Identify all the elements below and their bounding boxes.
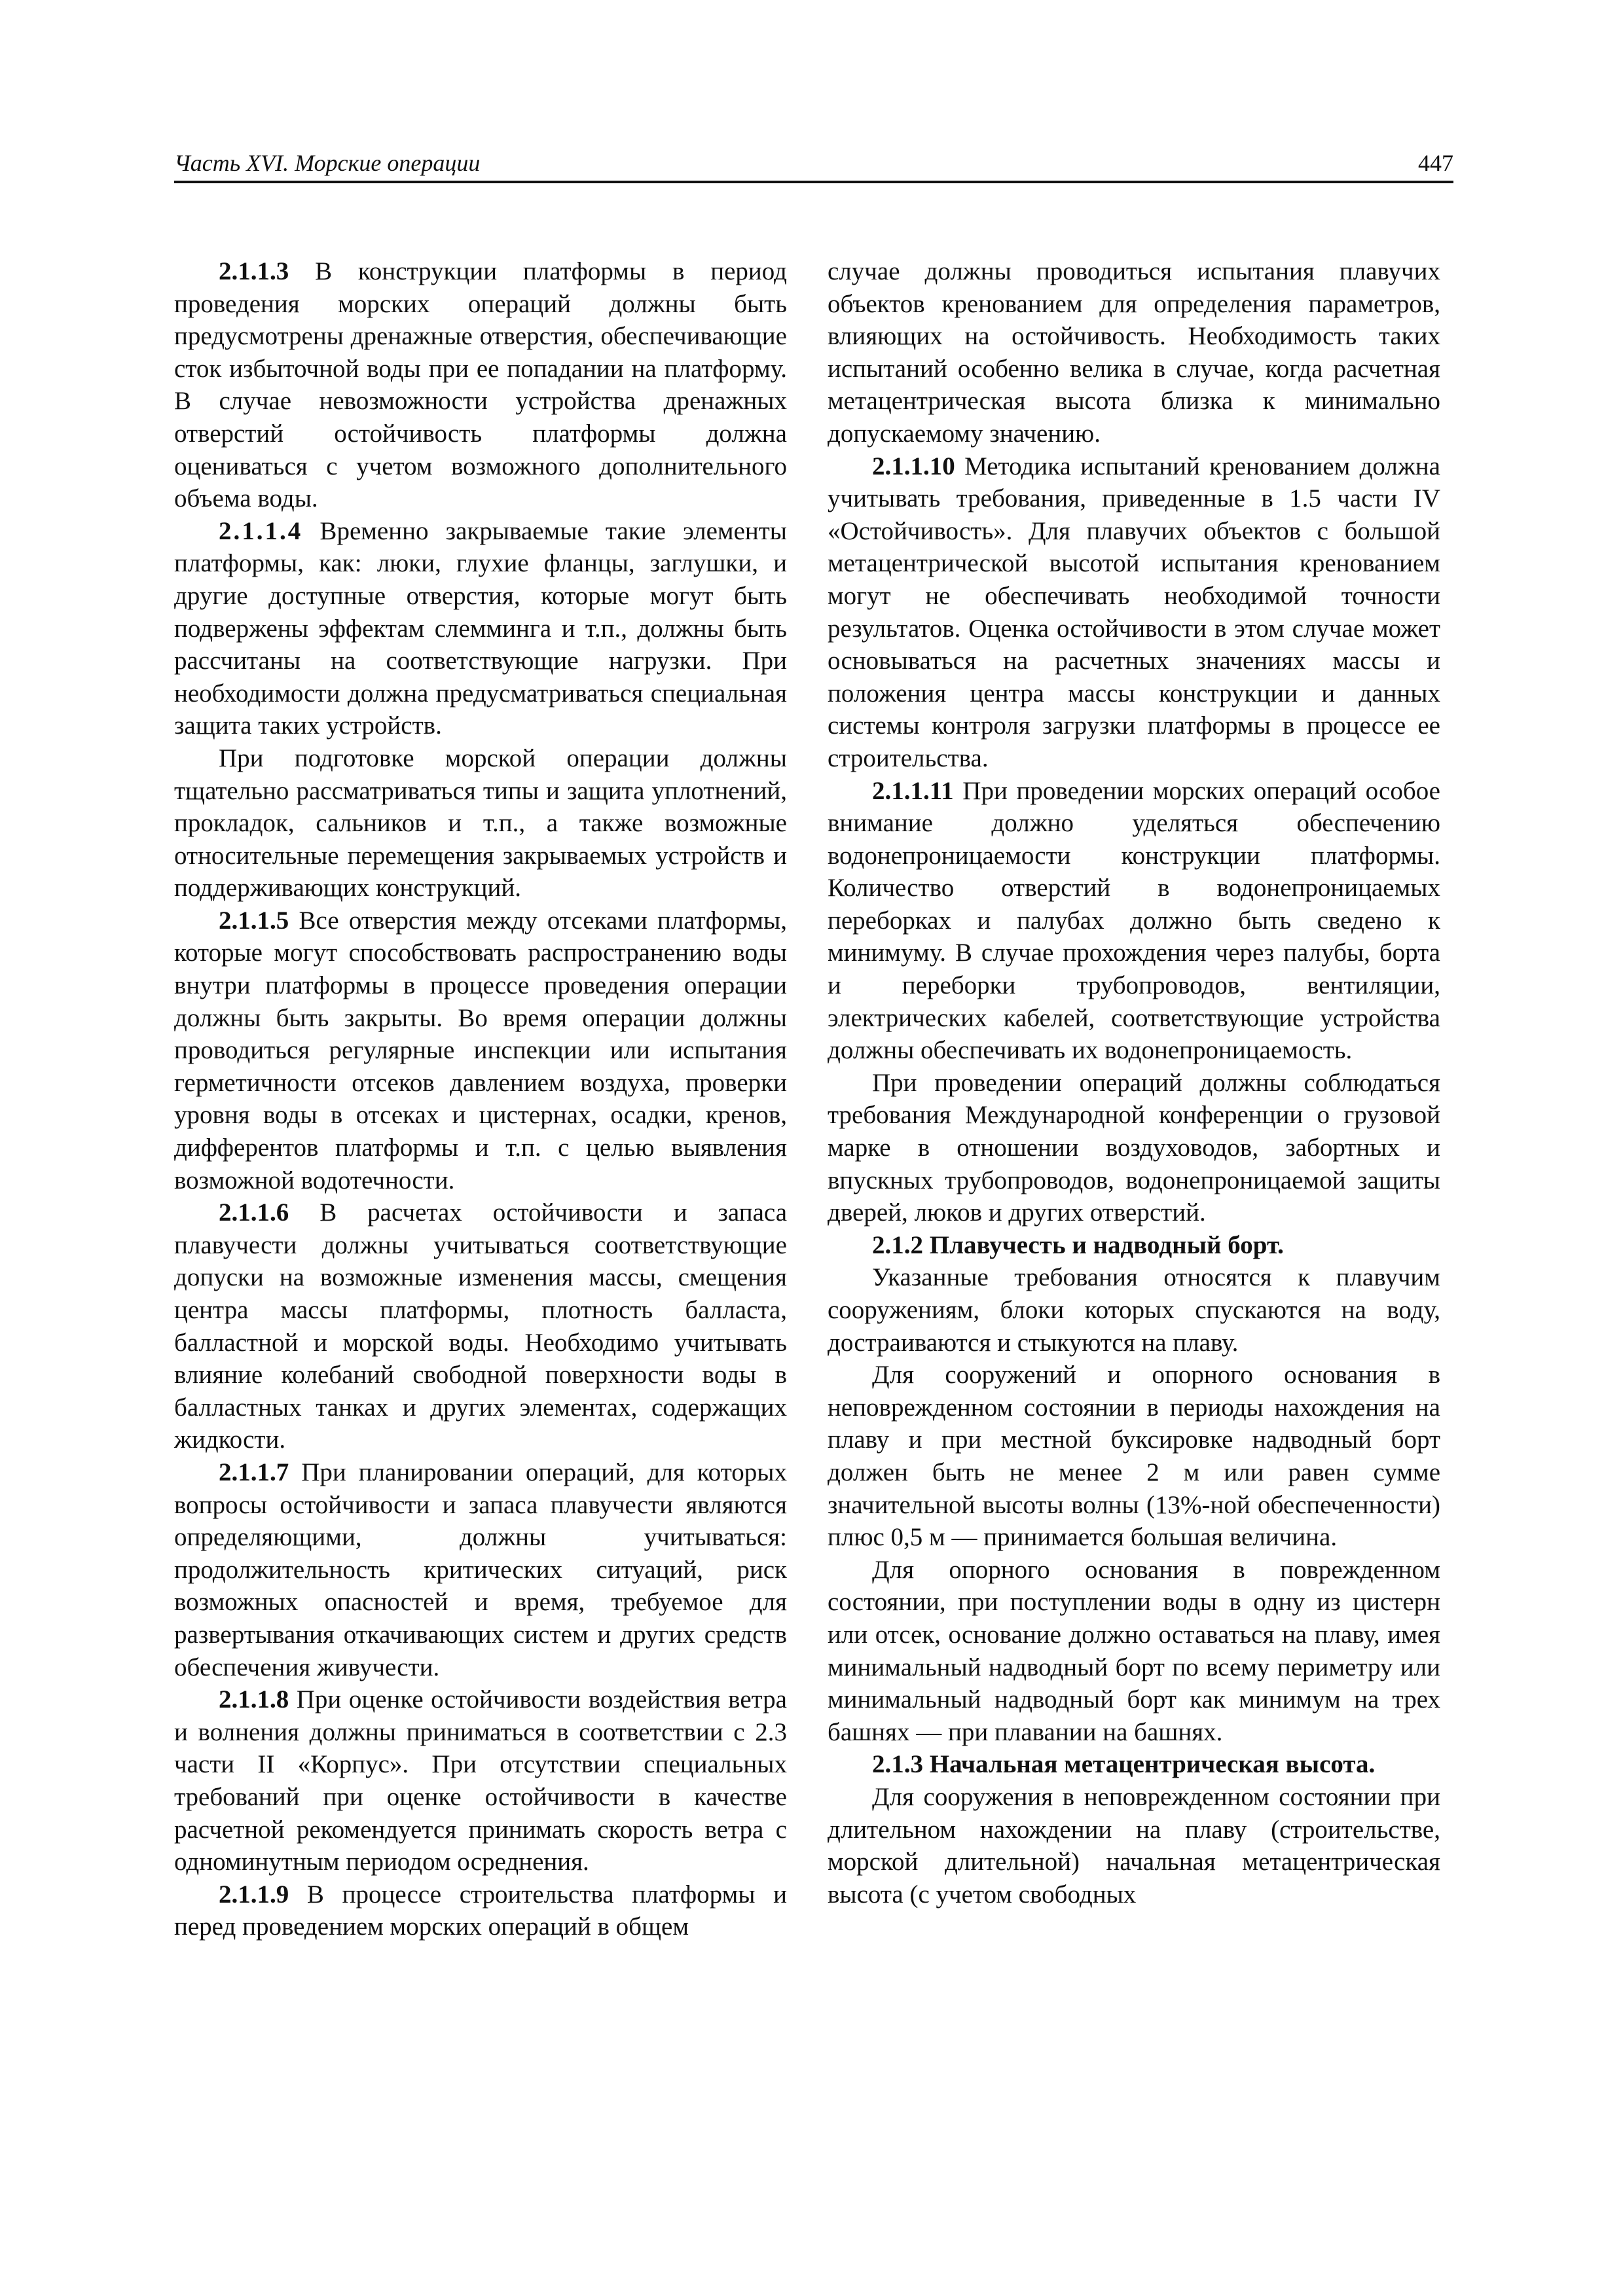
- section-heading-text: 2.1.3 Начальная метацентрическая высота.: [872, 1750, 1376, 1779]
- paragraph-text: При планировании операций, для которых вопросы остойчивости и запаса плавучести являются определяющими, должны учитываться: продолжительность критических ситуаций, риск возможных опасностей и время, требуемое для развертывания откачивающих систем и других средств обеспечения живучести.: [174, 1458, 787, 1681]
- paragraph: [828, 775, 1440, 1067]
- paragraph: [174, 1878, 787, 1943]
- paragraph: [828, 1261, 1440, 1359]
- paragraph: [828, 1554, 1440, 1749]
- paragraph-text: При проведении операций должны соблюдаться требования Международной конференции о грузовой марке в отношении воздуховодов, забортных и впускных трубопроводов, водонепроницаемой защиты дверей, люков и других отверстий.: [828, 1068, 1440, 1227]
- paragraph-text: При оценке остойчивости воздействия ветра и волнения должны приниматься в соответствии с 2.3 части II «Корпус». При отсутствии специальных требований при оценке остойчивости в качестве расчетной рекомендуется принимать скорость ветра с одноминутным периодом осреднения.: [174, 1685, 787, 1876]
- paragraph-text: Методика испытаний кренованием должна учитывать требования, приведенные в 1.5 части IV «Остойчивость». Для плавучих объектов с большой метацентрической высотой испытания кренованием могут не обеспечивать необходимой точности результатов. Оценка остойчивости в этом случае может основываться на расчетных значениях массы и положения центра массы конструкции и данных системы контроля загрузки платформы в процессе ее строительства.: [828, 452, 1440, 772]
- left-column: [174, 255, 787, 1943]
- paragraph: [174, 1683, 787, 1878]
- page-header: [174, 144, 1453, 183]
- paragraph-text: Все отверстия между отсеками платформы, которые могут способствовать распространению воды внутри платформы в процессе проведения операции должны быть закрыты. Во время операции должны проводиться регулярные инспекции или испытания герметичности отсеков давлением воздуха, проверки уровня воды в отсеках и цистернах, осадки, кренов, дифферентов платформы и т.п. с целью выявления возможной водотечности.: [174, 906, 787, 1194]
- clause-number: 2.1.1.8: [219, 1685, 289, 1714]
- section-heading-text: 2.1.2 Плавучесть и надводный борт.: [872, 1230, 1284, 1259]
- paragraph: [174, 1456, 787, 1683]
- section-heading: [828, 1748, 1440, 1781]
- paragraph-text: Указанные требования относятся к плавучим сооружениям, блоки которых спускаются на воду, достраиваются и стыкуются на плаву.: [828, 1263, 1440, 1357]
- paragraph-text: Для сооружений и опорного основания в неповрежденном состоянии в периоды нахождения на плаву и при местной буксировке надводный борт должен быть не менее 2 м или равен сумме значительной высоты волны (13%-ной обеспеченности) плюс 0,5 м — принимается большая величина.: [828, 1361, 1440, 1552]
- paragraph-text: При проведении морских операций особое внимание должно уделяться обеспечению водонепроницаемости конструкции платформы. Количество отверстий в водонепроницаемых переборках и палубах должно быть сведено к минимуму. В случае прохождения через палубы, борта и переборки трубопроводов, вентиляции, электрических кабелей, соответствующие устройства должны обеспечивать их водонепроницаемость.: [828, 776, 1440, 1065]
- right-column: [828, 255, 1440, 1910]
- paragraph-text: В конструкции платформы в период проведения морских операций должны быть предусмотрены дренажные отверстия, обеспечивающие сток избыточной воды при ее попадании на платформу. В случае невозможности устройства дренажных отверстий остойчивость платформы должна оцениваться с учетом возможного дополнительного объема воды.: [174, 257, 787, 513]
- clause-number: 2.1.1.5: [219, 906, 289, 935]
- paragraph-text: В процессе строительства платформы и перед проведением морских операций в общем: [174, 1880, 787, 1941]
- paragraph: [174, 255, 787, 515]
- paragraph: [828, 1781, 1440, 1910]
- paragraph: [828, 1067, 1440, 1229]
- paragraph: [174, 742, 787, 905]
- paragraph-text: В расчетах остойчивости и запаса плавучести должны учитываться соответствующие допуски на возможные изменения массы, смещения центра массы платформы, плотность балласта, балластной и морской воды. Необходимо учитывать влияние колебаний свободной поверхности воды в балластных танках и других элементах, содержащих жидкости.: [174, 1198, 787, 1454]
- running-title: Часть XVI. Морские операции: [174, 150, 481, 176]
- page-number: 447: [1418, 150, 1453, 176]
- clause-number: 2.1.1.7: [219, 1458, 289, 1486]
- paragraph-text: При подготовке морской операции должны тщательно рассматриваться типы и защита уплотнений, прокладок, сальников и т.п., а также возможные относительные перемещения закрываемых устройств и поддерживающих конструкций.: [174, 744, 787, 903]
- clause-number: 2.1.1.6: [219, 1198, 289, 1227]
- clause-number: 2.1.1.4: [219, 516, 303, 545]
- paragraph-text: Для сооружения в неповрежденном состоянии при длительном нахождении на плаву (строительстве, морской длительной) начальная метацентрическая высота (с учетом свободных: [828, 1782, 1440, 1909]
- paragraph: [828, 255, 1440, 450]
- paragraph: [828, 1359, 1440, 1554]
- clause-number: 2.1.1.3: [219, 257, 289, 285]
- paragraph: [174, 1196, 787, 1456]
- paragraph-text: случае должны проводиться испытания плавучих объектов кренованием для определения параметров, влияющих на остойчивость. Необходимость таких испытаний особенно велика в случае, когда расчетная метацентрическая высота близка к минимально допускаемому значению.: [828, 257, 1440, 448]
- clause-number: 2.1.1.11: [872, 776, 954, 805]
- section-heading: [828, 1229, 1440, 1262]
- paragraph: [828, 450, 1440, 775]
- paragraph: [174, 905, 787, 1196]
- paragraph-text: Для опорного основания в поврежденном состоянии, при поступлении воды в одну из цистерн или отсек, основание должно оставаться на плаву, имея минимальный надводный борт по всему периметру или минимальный надводный борт как минимум на трех башнях — при плавании на башнях.: [828, 1555, 1440, 1746]
- paragraph-text: Временно закрываемые такие элементы платформы, как: люки, глухие фланцы, заглушки, и другие доступные отверстия, которые могут быть подвержены эффектам слемминга и т.п., должны быть рассчитаны на соответствующие нагрузки. При необходимости должна предусматриваться специальная защита таких устройств.: [174, 516, 787, 740]
- paragraph: [174, 515, 787, 742]
- clause-number: 2.1.1.9: [219, 1880, 289, 1909]
- clause-number: 2.1.1.10: [872, 452, 955, 480]
